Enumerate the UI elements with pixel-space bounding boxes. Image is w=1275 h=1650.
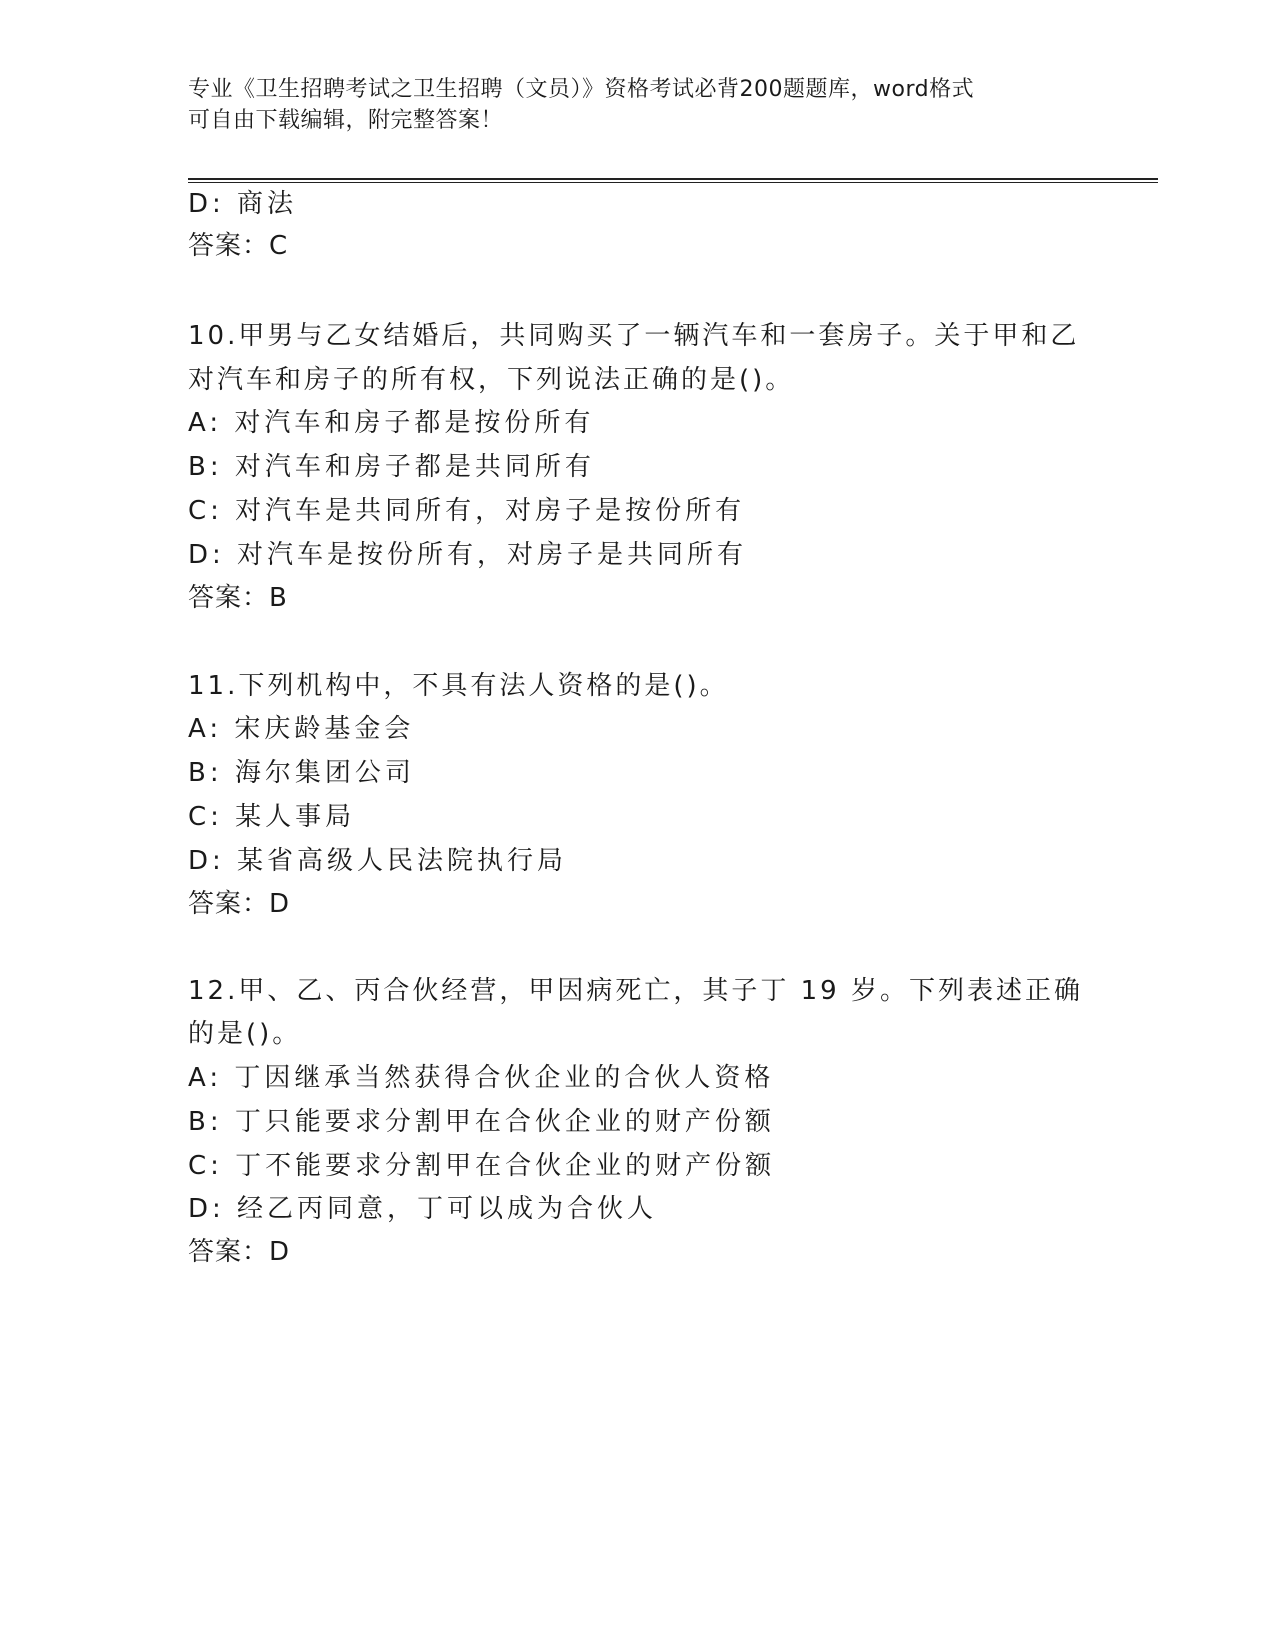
prev-option-d: D: 商法 — [188, 189, 298, 219]
q10-option-b: B: 对汽车和房子都是共同所有 — [188, 452, 595, 482]
q12-option-b: B: 丁只能要求分割甲在合伙企业的财产份额 — [188, 1107, 775, 1137]
prev-answer: 答案：C — [188, 231, 289, 261]
q10-option-a: A: 对汽车和房子都是按份所有 — [188, 408, 595, 438]
q12-text-line-2: 的是()。 — [188, 1019, 302, 1049]
q12-answer: 答案：D — [188, 1237, 291, 1267]
q11-option-d: D: 某省高级人民法院执行局 — [188, 846, 568, 876]
q12-option-a: A: 丁因继承当然获得合伙企业的合伙人资格 — [188, 1063, 775, 1093]
header-line-2: 可自由下载编辑，附完整答案！ — [188, 108, 504, 133]
q11-option-b: B: 海尔集团公司 — [188, 758, 415, 788]
q10-answer: 答案：B — [188, 583, 288, 613]
q11-answer: 答案：D — [188, 889, 291, 919]
q11-text-line-1: 11.下列机构中，不具有法人资格的是()。 — [188, 671, 729, 701]
header-line-1: 专业《卫生招聘考试之卫生招聘（文员）》资格考试必背200题题库，word格式 — [188, 77, 975, 102]
q10-text-line-2: 对汽车和房子的所有权，下列说法正确的是()。 — [188, 365, 795, 395]
q10-text-line-1: 10.甲男与乙女结婚后，共同购买了一辆汽车和一套房子。关于甲和乙 — [188, 321, 1080, 351]
q12-option-d: D: 经乙丙同意，丁可以成为合伙人 — [188, 1194, 658, 1224]
q11-option-a: A: 宋庆龄基金会 — [188, 714, 415, 744]
page-header — [188, 74, 1088, 136]
header-divider — [188, 178, 1158, 183]
q10-option-d: D: 对汽车是按份所有，对房子是共同所有 — [188, 540, 748, 570]
q11-option-c: C: 某人事局 — [188, 802, 356, 832]
q12-option-c: C: 丁不能要求分割甲在合伙企业的财产份额 — [188, 1151, 776, 1181]
q12-text-line-1: 12.甲、乙、丙合伙经营，甲因病死亡，其子丁 19 岁。下列表述正确 — [188, 976, 1083, 1006]
q10-option-c: C: 对汽车是共同所有，对房子是按份所有 — [188, 496, 746, 526]
